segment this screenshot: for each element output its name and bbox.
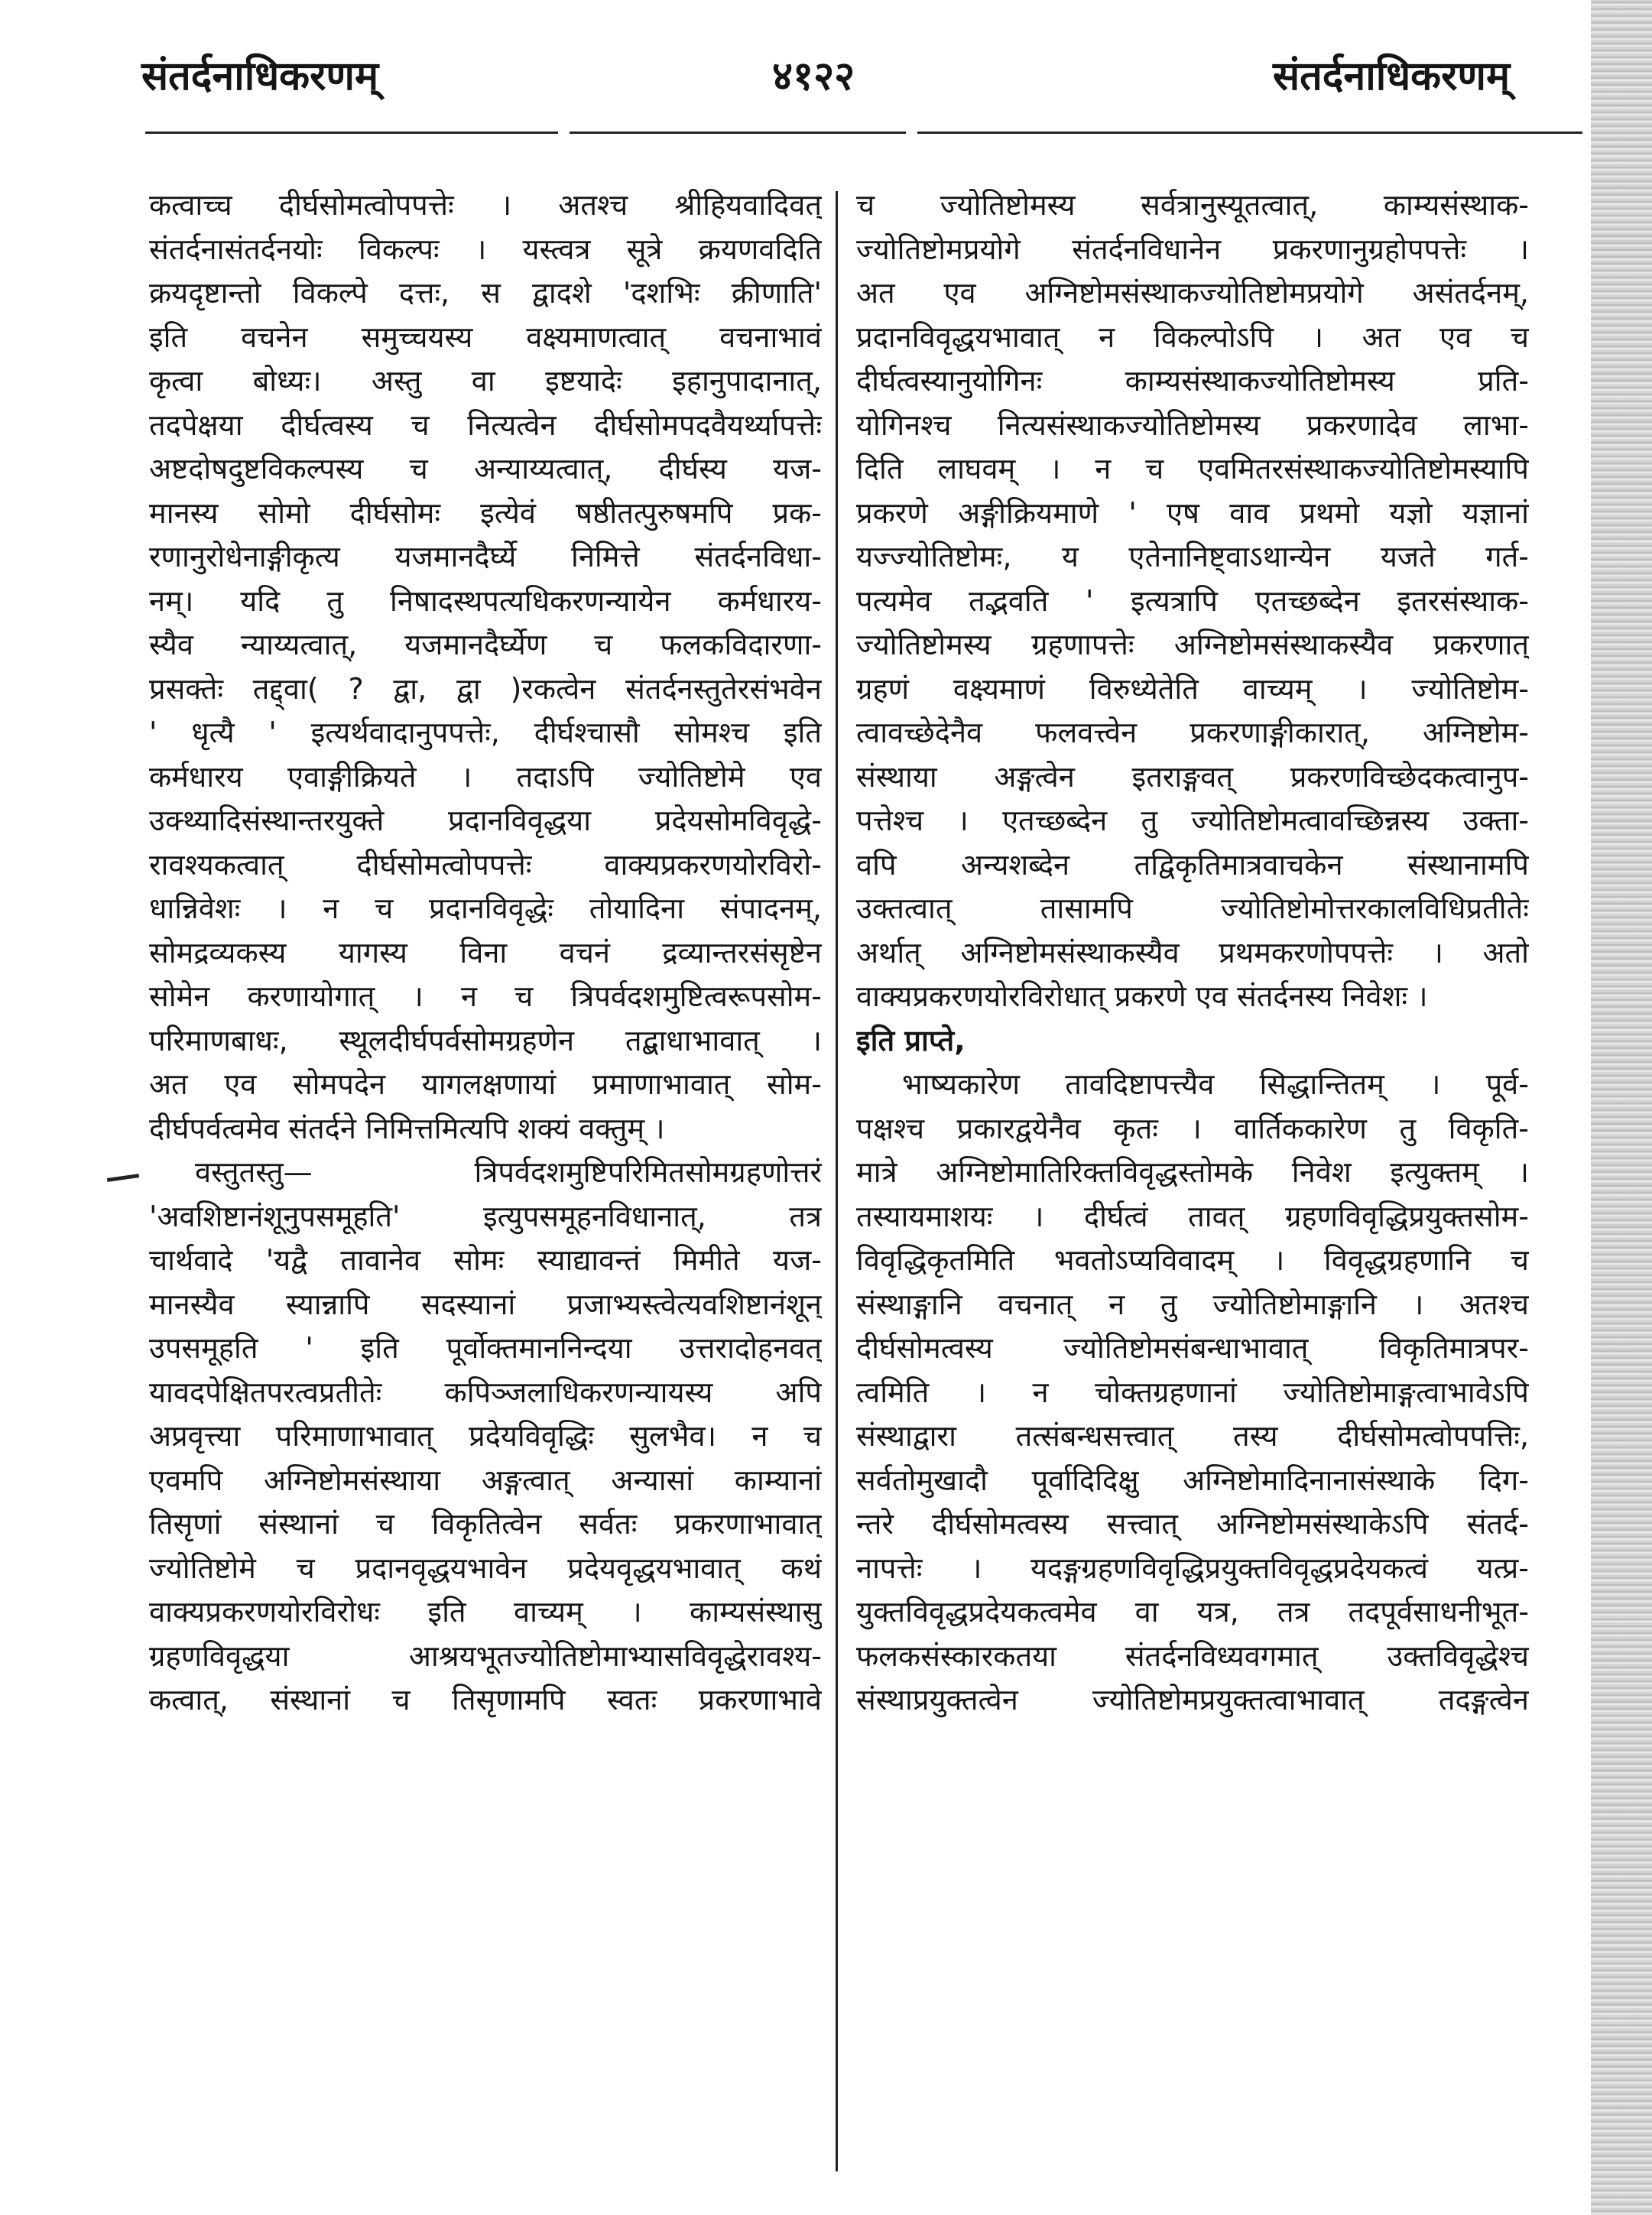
- text-line: तदपेक्षया दीर्घत्वस्य च नित्यत्वेन दीर्घसोमपदवैयर्थ्यापत्तेः: [149, 408, 822, 442]
- text-line: उक्तत्वात् तासामपि ज्योतिष्टोमोत्तरकालविधिप्रतीतेः: [856, 892, 1529, 925]
- page-number: ४१२२: [772, 54, 855, 99]
- text-line: चार्थवादे 'यद्वै तावानेव सोमः स्याद्यावन्तं मिमीते यज-: [149, 1243, 822, 1277]
- text-line: यावदपेक्षितपरत्वप्रतीतेः कपिञ्जलाधिकरणन्यायस्य अपि: [149, 1375, 822, 1409]
- text-line: मानस्यैव स्यान्नापि सदस्यानां प्रजाभ्यस्त्वेत्यवशिष्टानंशून्: [149, 1287, 822, 1321]
- text-line: तस्यायमाशयः । दीर्घत्वं तावत् ग्रहणविवृद्धिप्रयुक्तसोम-: [856, 1199, 1529, 1233]
- text-line: पत्यमेव तद्भवति ' इत्यत्रापि एतच्छब्देन इतरसंस्थाक-: [856, 583, 1529, 618]
- text-line: योगिनश्च नित्यसंस्थाकज्योतिष्टोमस्य प्रकरणादेव लाभा-: [856, 408, 1529, 442]
- header-rule-right: [917, 132, 1582, 134]
- text-line: नापत्तेः । यदङ्गग्रहणविवृद्धिप्रयुक्तविवृद्धप्रदेयकत्वं यत्प्र-: [856, 1551, 1529, 1585]
- text-line: त्वावच्छेदेनैव फलवत्त्वेन प्रकरणाङ्गीकारात्, अग्निष्टोम-: [856, 716, 1529, 749]
- text-line: क्रयदृष्टान्तो विकल्पे दत्तः, स द्वादशे 'दशभिः क्रीणाति': [149, 276, 822, 310]
- text-line: अत एव सोमपदेन यागलक्षणायां प्रमाणाभावात् सोम-: [149, 1067, 822, 1101]
- text-line: न्तरे दीर्घसोमत्वस्य सत्त्वात् अग्निष्टोमसंस्थाकेऽपि संतर्द-: [856, 1507, 1529, 1541]
- running-head: [0, 47, 1652, 116]
- text-line: फलकसंस्कारकतया संतर्दनविध्यवगमात् उक्तविवृद्धेश्च: [856, 1639, 1529, 1673]
- scan-edge-strip: [1591, 0, 1652, 2215]
- text-line: ग्रहणविवृद्धया आश्रयभूतज्योतिष्टोमाभ्यासविवृद्धेरावश्य-: [149, 1639, 822, 1673]
- text-line: प्रदानविवृद्धयभावात् न विकल्पोऽपि । अत एव च: [856, 320, 1529, 354]
- text-line: धान्निवेशः । न च प्रदानविवृद्धेः तोयादिना संपादनम्,: [149, 892, 822, 925]
- text-line: युक्तविवृद्धप्रदेयकत्वमेव वा यत्र, तत्र तदपूर्वसाधनीभूत-: [856, 1595, 1529, 1629]
- text-line: ग्रहणं वक्ष्यमाणं विरुध्येतेति वाच्यम् । ज्योतिष्टोम-: [856, 671, 1529, 706]
- text-line: ' धृत्यै ' इत्यर्थवादानुपपत्तेः, दीर्घश्चासौ सोमश्च इति: [149, 716, 822, 749]
- text-line: ज्योतिष्टोमस्य ग्रहणापत्तेः अग्निष्टोमसंस्थाकस्यैव प्रकरणात्: [856, 628, 1529, 661]
- text-line: वाक्यप्रकरणयोरविरोधात् प्रकरणे एव संतर्दनस्य निवेशः ।: [856, 979, 1428, 1013]
- text-line: अष्टदोषदुष्टविकल्पस्य च अन्याय्यत्वात्, दीर्घस्य यज-: [149, 452, 822, 486]
- text-line: नम्। यदि तु निषादस्थपत्यधिकरणन्यायेन कर्मधारय-: [149, 583, 822, 618]
- text-line: दीर्घपर्वत्वमेव संतर्दने निमित्तमित्यपि शक्यं वक्तुम् ।: [149, 1111, 665, 1145]
- text-line: दिति लाघवम् । न च एवमितरसंस्थाकज्योतिष्टोमस्यापि: [856, 452, 1529, 486]
- text-line: भाष्यकारेण तावदिष्टापत्त्यैव सिद्धान्तितम् । पूर्व-: [902, 1067, 1529, 1101]
- text-line: पत्तेश्च । एतच्छब्देन तु ज्योतिष्टोमत्वावच्छिन्नस्य उक्ता-: [856, 804, 1529, 837]
- text-line: मानस्य सोमो दीर्घसोमः इत्येवं षष्ठीतत्पुरुषमपि प्रक-: [149, 495, 822, 530]
- right-column: [856, 184, 1529, 1723]
- text-line: यज्ज्योतिष्टोमः, य एतेनानिष्ट्वाऽथान्येन यजते गर्त-: [856, 540, 1529, 573]
- text-line: अत एव अग्निष्टोमसंस्थाकज्योतिष्टोमप्रयोगे असंतर्दनम्,: [856, 276, 1529, 310]
- margin-dash-mark: [107, 1174, 139, 1182]
- text-line: उपसमूहति ' इति पूर्वोक्तमाननिन्दया उत्तरादोहनवत्: [149, 1331, 822, 1365]
- text-line: इति वचनेन समुच्चयस्य वक्ष्यमाणत्वात् वचनाभावं: [149, 320, 822, 354]
- left-column: [149, 184, 822, 1723]
- text-line: प्रकरणे अङ्गीक्रियमाणे ' एष वाव प्रथमो यज्ञो यज्ञानां: [856, 495, 1529, 530]
- text-line: अर्थात् अग्निष्टोमसंस्थाकस्यैव प्रथमकरणोपपत्तेः । अतो: [856, 935, 1529, 969]
- header-left-title: संतर्दनाधिकरणम्: [141, 54, 379, 99]
- header-rule-left: [145, 132, 558, 134]
- text-line: कत्वात्, संस्थानां च तिसृणामपि स्वतः प्रकरणाभावे: [149, 1683, 822, 1716]
- text-line: विवृद्धिकृतमिति भवतोऽप्यविवादम् । विवृद्धग्रहणानि च: [856, 1243, 1529, 1277]
- text-line: च ज्योतिष्टोमस्य सर्वत्रानुस्यूतत्वात्, काम्यसंस्थाक-: [856, 188, 1529, 222]
- column-divider: [836, 191, 838, 2171]
- text-line: परिमाणबाधः, स्थूलदीर्घपर्वसोमग्रहणेन तद्बाधाभावात् ।: [149, 1023, 822, 1057]
- text-line: अप्रवृत्त्या परिमाणाभावात् प्रदेयविवृद्धिः सुलभैव। न च: [149, 1419, 822, 1453]
- text-line: दीर्घसोमत्वस्य ज्योतिष्टोमसंबन्धाभावात् विकृतिमात्रपर-: [856, 1331, 1529, 1365]
- text-line: सर्वतोमुखादौ पूर्वादिदिक्षु अग्निष्टोमादिनानासंस्थाके दिग-: [856, 1463, 1529, 1497]
- text-line: दीर्घत्वस्यानुयोगिनः काम्यसंस्थाकज्योतिष्टोमस्य प्रति-: [856, 364, 1529, 398]
- text-line: प्रसक्तेः तद्द्वा( ? द्वा, द्वा )रकत्वेन संतर्दनस्तुतेरसंभवेन: [149, 671, 822, 706]
- text-line: 'अवशिष्टानंशूनुपसमूहति' इत्युपसमूहनविधानात्, तत्र: [149, 1199, 822, 1233]
- text-line: वाक्यप्रकरणयोरविरोधः इति वाच्यम् । काम्यसंस्थासु: [149, 1595, 822, 1629]
- text-line: संस्थाङ्गानि वचनात् न तु ज्योतिष्टोमाङ्गानि । अतश्च: [856, 1287, 1529, 1321]
- text-line: संतर्दनासंतर्दनयोः विकल्पः । यस्त्वत्र सूत्रे क्रयणवदिति: [149, 232, 822, 266]
- text-line: मात्रे अग्निष्टोमातिरिक्तविवृद्धस्तोमके निवेश इत्युक्तम् ।: [856, 1155, 1529, 1189]
- text-line: रणानुरोधेनाङ्गीकृत्य यजमानदैर्घ्ये निमित्ते संतर्दनविधा-: [149, 540, 822, 573]
- text-line: संस्थाप्रयुक्तत्वेन ज्योतिष्टोमप्रयुक्तत्वाभावात् तदङ्गत्वेन: [856, 1683, 1529, 1716]
- text-line: तिसृणां संस्थानां च विकृतित्वेन सर्वतः प्रकरणाभावात्: [149, 1507, 822, 1541]
- text-line: कत्वाच्च दीर्घसोमत्वोपपत्तेः । अतश्च श्रीहियवादिवत्: [149, 188, 822, 222]
- text-line: सोमद्रव्यकस्य यागस्य विना वचनं द्रव्यान्तरसंसृष्टेन: [149, 935, 822, 969]
- text-line: इति प्राप्ते,: [856, 1023, 966, 1057]
- text-line: वपि अन्यशब्देन तद्विकृतिमात्रवाचकेन संस्थानामपि: [856, 847, 1529, 882]
- text-line: स्यैव न्याय्यत्वात्, यजमानदैर्घ्येण च फलकविदारणा-: [149, 628, 822, 661]
- text-line: ज्योतिष्टोमे च प्रदानवृद्धयभावेन प्रदेयवृद्धयभावात् कथं: [149, 1551, 822, 1585]
- text-line: सोमेन करणायोगात् । न च त्रिपर्वदशमुष्टित्वरूपसोम-: [149, 979, 822, 1013]
- text-line: संस्थाया अङ्गत्वेन इतराङ्गवत् प्रकरणविच्छेदकत्वानुप-: [856, 759, 1529, 794]
- text-line: कृत्वा बोध्यः। अस्तु वा इष्टयादेः इहानुपादानात्,: [149, 364, 822, 398]
- header-right-title: संतर्दनाधिकरणम्: [1273, 54, 1511, 99]
- text-line: रावश्यकत्वात् दीर्घसोमत्वोपपत्तेः वाक्यप्रकरणयोरविरो-: [149, 847, 822, 882]
- text-line: त्वमिति । न चोक्तग्रहणानां ज्योतिष्टोमाङ्गत्वाभावेऽपि: [856, 1375, 1529, 1409]
- text-line: उक्थ्यादिसंस्थान्तरयुक्ते प्रदानविवृद्धया प्रदेयसोमविवृद्धे-: [149, 804, 822, 837]
- text-line: वस्तुतस्तु— त्रिपर्वदशमुष्टिपरिमितसोमग्रहणोत्तरं: [195, 1155, 822, 1189]
- text-line: पक्षश्च प्रकारद्वयेनैव कृतः । वार्तिककारेण तु विकृति-: [856, 1111, 1529, 1145]
- text-line: ज्योतिष्टोमप्रयोगे संतर्दनविधानेन प्रकरणानुग्रहोपपत्तेः ।: [856, 232, 1529, 266]
- text-line: कर्मधारय एवाङ्गीक्रियते । तदाऽपि ज्योतिष्टोमे एव: [149, 759, 822, 794]
- text-line: संस्थाद्वारा तत्संबन्धसत्त्वात् तस्य दीर्घसोमत्वोपपत्तिः,: [856, 1419, 1529, 1453]
- text-line: एवमपि अग्निष्टोमसंस्थाया अङ्गत्वात् अन्यासां काम्यानां: [149, 1463, 822, 1497]
- header-rule-center: [570, 132, 906, 134]
